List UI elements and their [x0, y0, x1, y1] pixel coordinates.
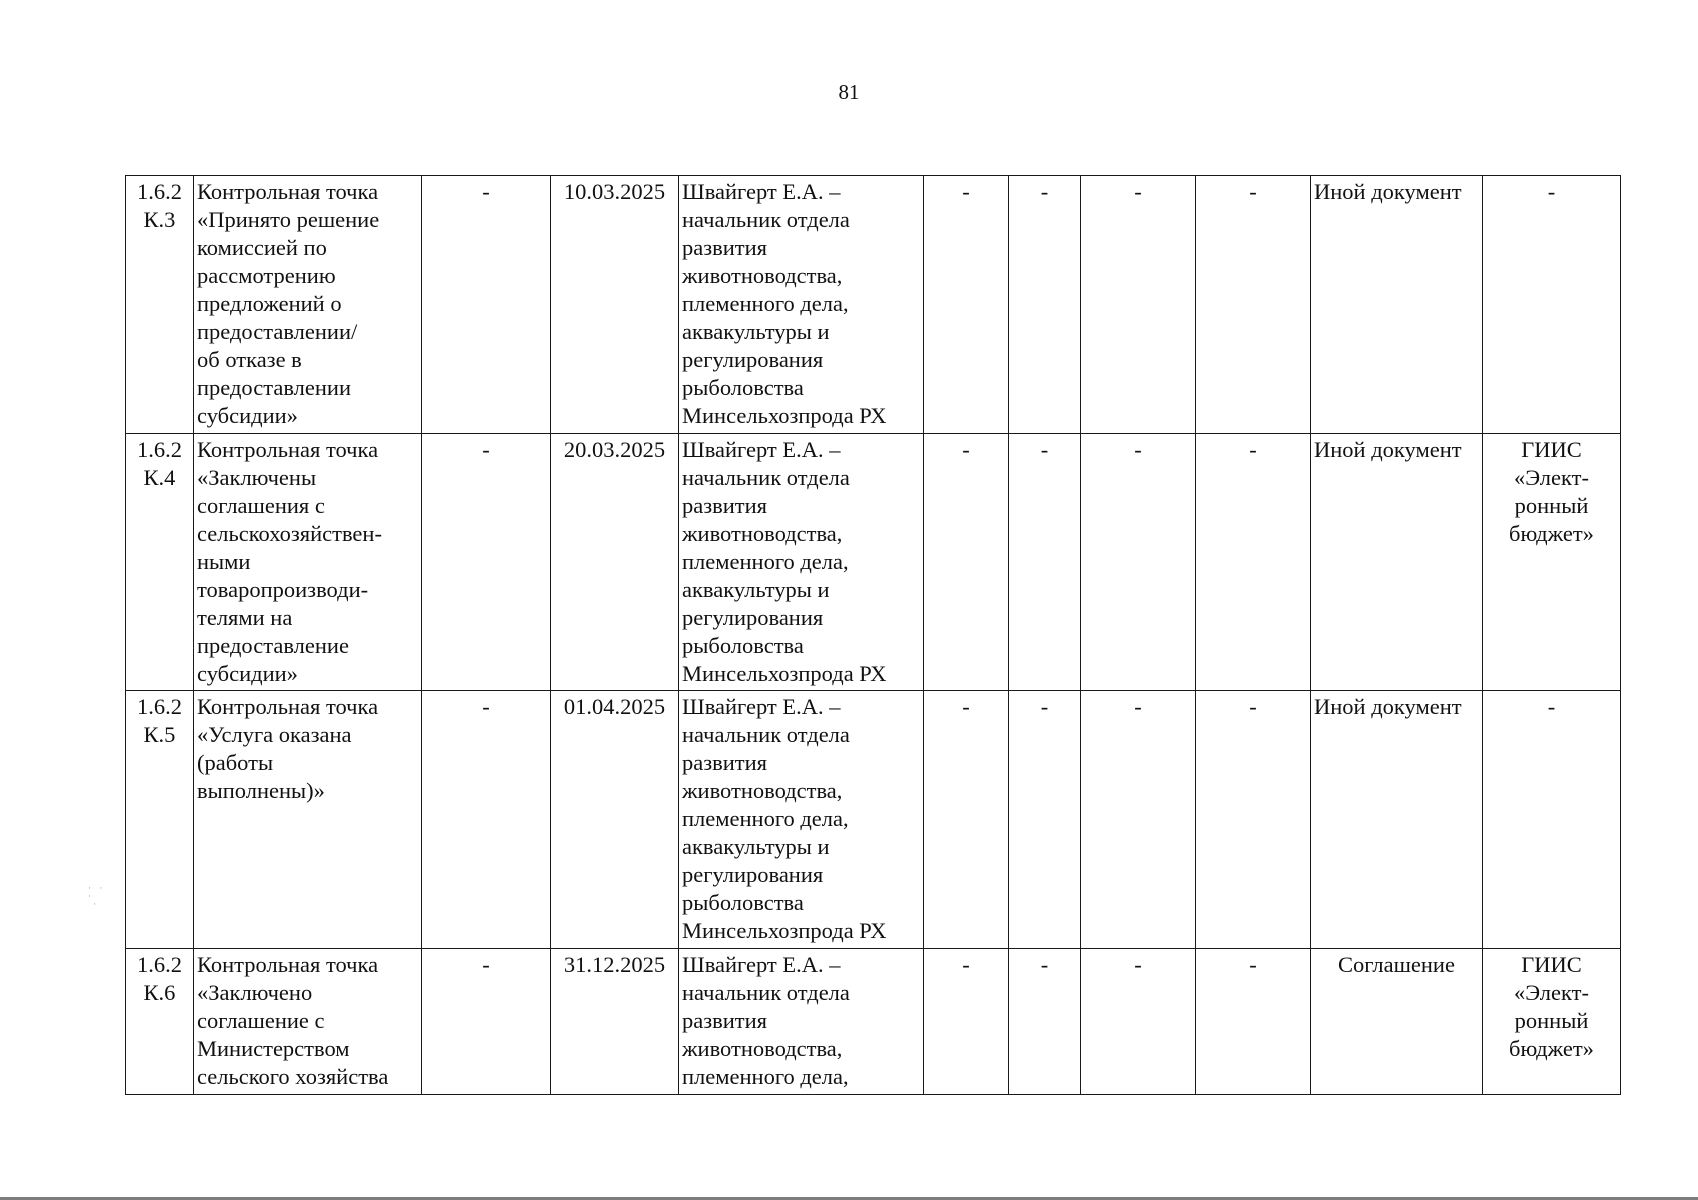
control-point-name-cell-line: комиссией по [197, 235, 327, 260]
information-system-cell-line: ГИИС [1521, 437, 1582, 462]
responsible-cell [679, 691, 924, 949]
indicator-cell-4: - [1196, 949, 1311, 1095]
responsible-cell-line: рыболовства [682, 890, 804, 915]
control-point-name-cell-line: «Заключено [197, 980, 313, 1005]
item-number-cell-line: 1.6.2 [137, 437, 182, 462]
responsible-cell-line: Минсельхозпрода РХ [682, 403, 887, 428]
control-point-name-cell-line: предоставление [197, 633, 349, 658]
document-type-cell: Соглашение [1311, 949, 1483, 1095]
responsible-cell-line: развития [682, 750, 768, 775]
responsible-cell-line: аквакультуры и [682, 834, 830, 859]
indicator-cell-2: - [1009, 434, 1081, 691]
table-row [126, 176, 1621, 434]
control-point-name-cell-line: соглашение с [197, 1008, 325, 1033]
table-body [126, 176, 1621, 1095]
control-point-name-cell-line: об отказе в [197, 347, 302, 372]
control-point-name-cell [194, 434, 422, 691]
responsible-cell-line: аквакультуры и [682, 319, 830, 344]
indicator-cell-3: - [1081, 434, 1196, 691]
control-point-name-cell [194, 949, 422, 1095]
control-point-name-cell-line: ными [197, 549, 251, 574]
control-point-name-cell-line: субсидии» [197, 403, 298, 428]
responsible-cell-line: начальник отдела [682, 465, 850, 490]
base-date-cell: - [422, 691, 551, 949]
item-number-cell [126, 176, 194, 434]
control-point-name-cell-line: «Заключены [197, 465, 317, 490]
indicator-cell-4: - [1196, 176, 1311, 434]
indicator-cell-1: - [924, 176, 1009, 434]
information-system-cell [1483, 176, 1621, 434]
responsible-cell-line: племенного дела, [682, 291, 849, 316]
item-number-cell [126, 949, 194, 1095]
responsible-cell-line: племенного дела, [682, 549, 849, 574]
responsible-cell-line: начальник отдела [682, 722, 850, 747]
table-row [126, 434, 1621, 691]
due-date-cell: 31.12.2025 [551, 949, 679, 1095]
information-system-cell-line: ронный [1514, 1008, 1589, 1033]
indicator-cell-1: - [924, 434, 1009, 691]
responsible-cell-line: регулирования [682, 862, 824, 887]
information-system-cell-line: бюджет» [1509, 521, 1594, 546]
indicator-cell-4: - [1196, 434, 1311, 691]
responsible-cell-line: рыболовства [682, 375, 804, 400]
control-point-name-cell-line: товаропроизводи- [197, 577, 369, 602]
indicator-cell-1: - [924, 691, 1009, 949]
responsible-cell-line: животноводства, [682, 263, 843, 288]
control-point-name-cell-line: Министерством [197, 1036, 350, 1061]
responsible-cell [679, 176, 924, 434]
due-date-cell: 01.04.2025 [551, 691, 679, 949]
information-system-cell-line: ГИИС [1521, 952, 1582, 977]
indicator-cell-2: - [1009, 176, 1081, 434]
control-point-name-cell-line: предложений о [197, 291, 342, 316]
responsible-cell-line: рыболовства [682, 633, 804, 658]
item-number-cell-line: К.3 [143, 207, 176, 232]
control-point-name-cell-line: предоставлении [197, 375, 351, 400]
information-system-cell-line: - [1547, 179, 1556, 204]
information-system-cell-line: «Элект- [1514, 465, 1589, 490]
base-date-cell: - [422, 434, 551, 691]
information-system-cell [1483, 691, 1621, 949]
due-date-cell: 20.03.2025 [551, 434, 679, 691]
indicator-cell-3: - [1081, 949, 1196, 1095]
responsible-cell-line: аквакультуры и [682, 577, 830, 602]
responsible-cell-line: животноводства, [682, 778, 843, 803]
control-point-name-cell-line: субсидии» [197, 661, 298, 686]
control-point-name-cell [194, 176, 422, 434]
responsible-cell-line: начальник отдела [682, 207, 850, 232]
item-number-cell [126, 434, 194, 691]
responsible-cell-line: Минсельхозпрода РХ [682, 661, 887, 686]
indicator-cell-2: - [1009, 949, 1081, 1095]
control-point-name-cell-line: Контрольная точка [197, 437, 379, 462]
responsible-cell-line: регулирования [682, 605, 824, 630]
control-point-name-cell-line: рассмотрению [197, 263, 336, 288]
control-point-name-cell-line: Контрольная точка [197, 694, 379, 719]
responsible-cell-line: животноводства, [682, 521, 843, 546]
page-number: 81 [838, 80, 860, 104]
indicator-cell-2: - [1009, 691, 1081, 949]
information-system-cell-line: бюджет» [1509, 1036, 1594, 1061]
responsible-cell-line: Швайгерт Е.А. – [682, 179, 841, 204]
item-number-cell-line: К.6 [143, 980, 176, 1005]
item-number-cell-line: 1.6.2 [137, 952, 182, 977]
table-row [126, 691, 1621, 949]
control-point-name-cell-line: телями на [197, 605, 293, 630]
item-number-cell-line: 1.6.2 [137, 179, 182, 204]
control-point-name-cell-line: выполнены)» [197, 778, 325, 803]
responsible-cell-line: развития [682, 493, 768, 518]
indicator-cell-3: - [1081, 176, 1196, 434]
indicator-cell-1: - [924, 949, 1009, 1095]
indicator-cell-4: - [1196, 691, 1311, 949]
document-type-cell: Иной документ [1311, 176, 1483, 434]
control-point-name-cell-line: «Услуга оказана [197, 722, 352, 747]
document-type-cell: Иной документ [1311, 434, 1483, 691]
control-point-name-cell-line: предоставлении/ [197, 319, 358, 344]
responsible-cell-line: племенного дела, [682, 806, 849, 831]
item-number-cell-line: К.4 [143, 465, 176, 490]
table-row [126, 949, 1621, 1095]
responsible-cell-line: Швайгерт Е.А. – [682, 694, 841, 719]
information-system-cell [1483, 949, 1621, 1095]
base-date-cell: - [422, 176, 551, 434]
item-number-cell-line: 1.6.2 [137, 694, 182, 719]
control-point-name-cell-line: Контрольная точка [197, 952, 379, 977]
responsible-cell-line: Швайгерт Е.А. – [682, 952, 841, 977]
responsible-cell [679, 434, 924, 691]
information-system-cell-line: «Элект- [1514, 980, 1589, 1005]
information-system-cell-line: - [1547, 694, 1556, 719]
responsible-cell-line: начальник отдела [682, 980, 850, 1005]
due-date-cell: 10.03.2025 [551, 176, 679, 434]
item-number-cell-line: К.5 [143, 722, 176, 747]
information-system-cell-line: ронный [1514, 493, 1589, 518]
responsible-cell-line: Швайгерт Е.А. – [682, 437, 841, 462]
base-date-cell: - [422, 949, 551, 1095]
responsible-cell-line: развития [682, 1008, 768, 1033]
information-system-cell [1483, 434, 1621, 691]
responsible-cell-line: животноводства, [682, 1036, 843, 1061]
control-point-name-cell-line: «Принято решение [197, 207, 380, 232]
responsible-cell-line: Минсельхозпрода РХ [682, 918, 887, 943]
control-point-name-cell-line: Контрольная точка [197, 179, 379, 204]
control-point-name-cell-line: (работы [197, 750, 274, 775]
document-type-cell: Иной документ [1311, 691, 1483, 949]
responsible-cell-line: племенного дела, [682, 1064, 849, 1089]
responsible-cell [679, 949, 924, 1095]
item-number-cell [126, 691, 194, 949]
control-point-name-cell-line: соглашения с [197, 493, 325, 518]
control-point-name-cell-line: сельского хозяйства [197, 1064, 389, 1089]
responsible-cell-line: регулирования [682, 347, 824, 372]
indicator-cell-3: - [1081, 691, 1196, 949]
control-point-name-cell-line: сельскохозяйствен- [197, 521, 382, 546]
control-points-table [125, 175, 1621, 1095]
responsible-cell-line: развития [682, 235, 768, 260]
control-point-name-cell [194, 691, 422, 949]
scan-artifact: · · · · [88, 883, 106, 909]
